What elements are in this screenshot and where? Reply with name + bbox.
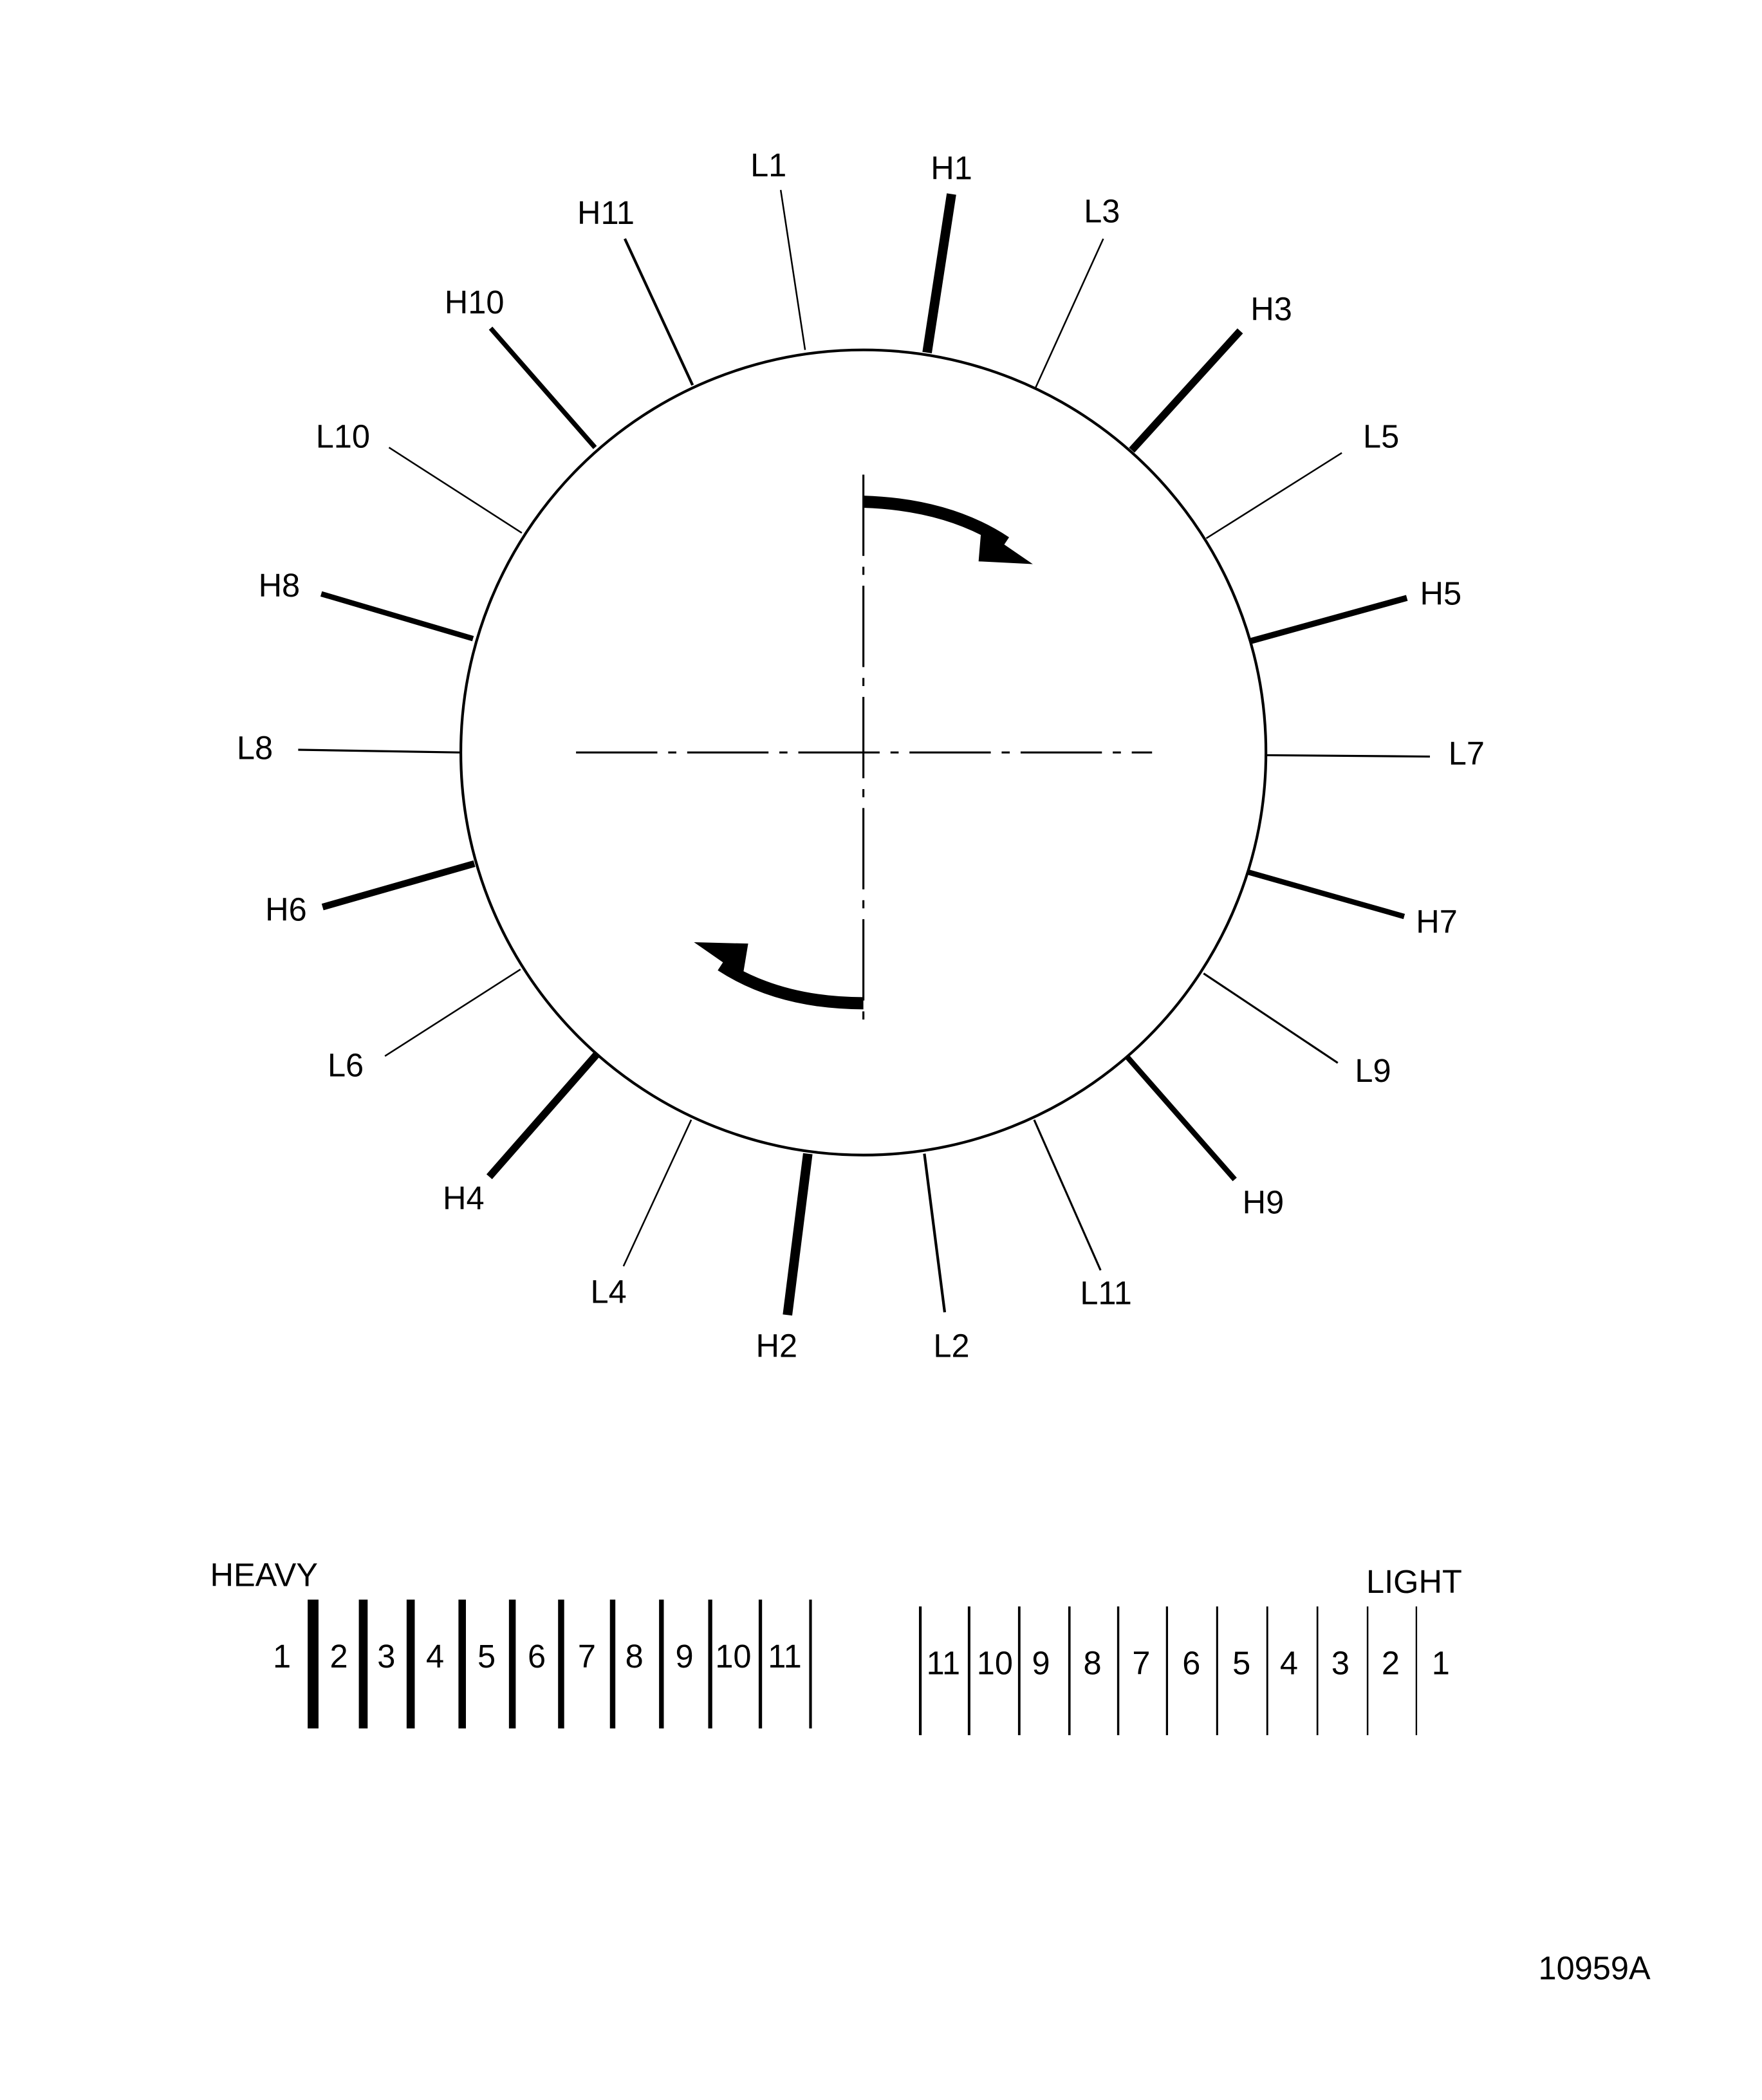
spoke-label-h5: H5 [1420, 575, 1462, 612]
heavy-number: 6 [527, 1637, 546, 1675]
spoke-label-l1: L1 [750, 147, 787, 184]
clockwise-arrow-icon [864, 502, 1033, 564]
light-number: 3 [1331, 1644, 1350, 1682]
spoke-h10 [490, 328, 595, 447]
spoke-l8 [298, 750, 459, 752]
spoke-l10 [389, 447, 521, 533]
spoke-h1 [927, 194, 952, 352]
light-number: 8 [1083, 1644, 1102, 1682]
spoke-h2 [788, 1154, 808, 1315]
heavy-number: 10 [715, 1637, 752, 1675]
heavy-number: 1 [273, 1637, 292, 1675]
light-number: 6 [1182, 1644, 1201, 1682]
light-number: 2 [1381, 1644, 1400, 1682]
heavy-title: HEAVY [210, 1556, 319, 1594]
spoke-l3 [1035, 239, 1103, 388]
spoke-label-l10: L10 [315, 418, 371, 455]
spoke-l9 [1203, 974, 1338, 1063]
heavy-number: 3 [377, 1637, 396, 1675]
spoke-label-h10: H10 [444, 283, 505, 321]
spoke-h3 [1132, 331, 1240, 450]
spoke-h11 [625, 239, 692, 385]
light-number: 7 [1132, 1644, 1151, 1682]
spoke-label-l2: L2 [933, 1327, 970, 1364]
spoke-label-h7: H7 [1416, 903, 1458, 940]
light-title: LIGHT [1366, 1563, 1462, 1601]
light-number: 5 [1232, 1644, 1251, 1682]
light-number: 9 [1032, 1644, 1050, 1682]
spoke-l2 [924, 1154, 945, 1312]
spoke-label-h11: H11 [577, 194, 635, 231]
spoke-h7 [1247, 872, 1404, 917]
spoke-h8 [321, 594, 473, 639]
heavy-number: 8 [625, 1637, 644, 1675]
spoke-label-l5: L5 [1363, 418, 1400, 455]
light-number: 10 [976, 1644, 1014, 1682]
spoke-l7 [1266, 755, 1430, 756]
spoke-label-h9: H9 [1242, 1184, 1284, 1221]
spoke-h6 [322, 864, 474, 907]
light-number: 11 [926, 1644, 961, 1682]
spoke-label-h3: H3 [1250, 290, 1292, 328]
heavy-number: 7 [577, 1637, 597, 1675]
spoke-label-h8: H8 [258, 566, 301, 604]
spoke-label-h2: H2 [756, 1327, 798, 1364]
figure-id: 10959A [1538, 1949, 1651, 1987]
heavy-number: 9 [675, 1637, 694, 1675]
counterclockwise-arrow-icon [694, 942, 863, 1003]
spoke-label-l6: L6 [327, 1046, 364, 1084]
spoke-label-l7: L7 [1448, 735, 1485, 772]
heavy-number: 11 [768, 1637, 802, 1675]
spoke-label-l3: L3 [1084, 192, 1120, 230]
spoke-h5 [1250, 598, 1407, 641]
heavy-number: 2 [329, 1637, 348, 1675]
spoke-h4 [489, 1055, 596, 1177]
spoke-l1 [781, 190, 805, 350]
light-number: 1 [1431, 1644, 1450, 1682]
spoke-label-h1: H1 [931, 149, 972, 187]
spoke-h9 [1127, 1057, 1234, 1180]
heavy-number: 5 [478, 1637, 496, 1675]
spoke-label-l8: L8 [236, 729, 274, 767]
light-number: 4 [1279, 1644, 1299, 1682]
spoke-label-h6: H6 [265, 891, 307, 928]
spoke-label-h4: H4 [442, 1179, 485, 1216]
spoke-l5 [1206, 453, 1342, 539]
spoke-label-l11: L11 [1080, 1274, 1132, 1312]
spoke-l11 [1034, 1120, 1100, 1270]
heavy-number: 4 [426, 1637, 445, 1675]
spoke-l6 [385, 969, 521, 1056]
spoke-label-l9: L9 [1355, 1052, 1391, 1089]
spoke-l4 [624, 1120, 691, 1266]
spoke-label-l4: L4 [590, 1273, 627, 1310]
